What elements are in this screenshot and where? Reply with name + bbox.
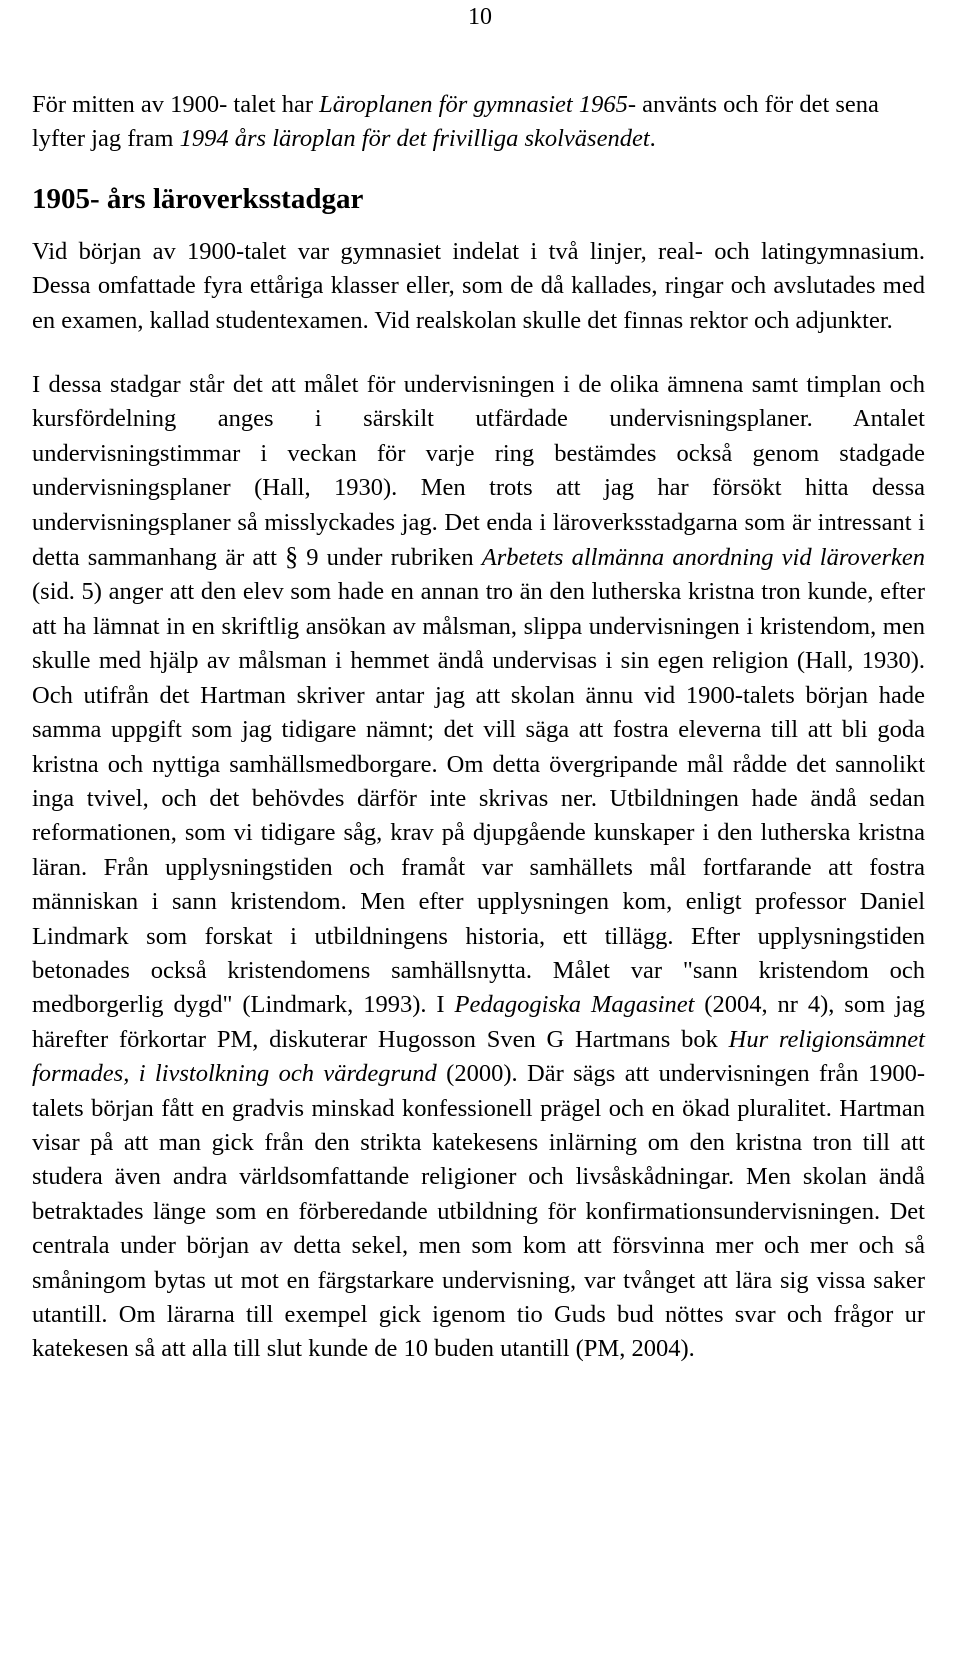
- para3-title-hartman-book: Hur religionsämnet formades, i livstolkning och värdegrund: [32, 1025, 925, 1088]
- document-body: [32, 88, 925, 1367]
- para3-title-arbetets: Arbetets allmänna anordning vid läroverken: [481, 544, 925, 572]
- section-sign: §: [285, 542, 299, 572]
- para3-text-5: (2000). Där sägs att undervisningen från 1900-talets början fått en gradvis minskad konfessionell prägel och en ökad pluralitet. Hartman visar på att man gick från den strikta katekesens inlärning om den kristna tron till att studera även andra världsomfattande religioner och livsåskådningar. Men skolan ändå betraktades länge som en förberedande utbildning för konfirmationsundervisningen. Det centrala under början av detta sekel, men som kom att försvinna mer och mer och så småningom bytas ut mot en färgstarkare undervisning, var tvånget att lära sig vissa saker utantill. Om lärarna till exempel gick igenom tio Guds bud nöttes svar och frågor ur katekesen så att alla till slut kunde de 10 buden utantill (PM, 2004).: [32, 1060, 925, 1363]
- intro-title-1965: Läroplanen för gymnasiet 1965: [319, 91, 628, 118]
- para3-text-3: (sid. 5) anger att den elev som hade en annan tro än den lutherska kristna tron kunde, efter att ha lämnat in en skriftlig ansökan av målsman, slippa undervisningen i kristendom, men skulle med hjälp av målsman i hemmet ändå undervisas i sin egen religion (Hall, 1930). Och utifrån det Hartman skriver antar jag att skolan ännu vid 1900-talets början hade samma uppgift som jag tidigare nämnt; det vill säga att fostra eleverna till att bli goda kristna och nyttiga samhällsmedborgare. Om detta övergripande mål rådde det sannolikt inga tvivel, och det behövdes därför inte skrivas ner. Utbildningen hade ändå sedan reformationen, som vi tidigare såg, krav på djupgående kunskaper i den lutherska kristna läran. Från upplysningstiden och framåt var samhällets mål fortfarande att fostra människan i sann kristendom. Men efter upplysningen kom, enligt professor Daniel Lindmark som forskat i utbildningens historia, ett tillägg. Efter upplysningstiden betonades också kristendomens samhällsnytta. Målet var "sann kristendom och medborgerlig dygd" (Lindmark, 1993). I: [32, 578, 925, 1019]
- para3-text-2: 9 under rubriken: [298, 544, 482, 572]
- para3-text-4: (2004, nr 4), som jag härefter förkortar PM, diskuterar Hugosson Sven G Hartmans bok: [32, 991, 925, 1053]
- body-paragraph-1: Vid början av 1900-talet var gymnasiet indelat i två linjer, real- och latingymnasium. Dessa omfattade fyra ettåriga klasser eller, som de då kallades, ringar och avslutades med en examen, kallad studentexamen. Vid realskolan skulle det finnas rektor och adjunkter.: [32, 237, 925, 334]
- intro-text-2: - använts och för det sena lyfter jag fram: [32, 91, 879, 153]
- section-heading: 1905- års läroverksstadgar: [32, 182, 364, 215]
- para3-title-pm: Pedagogiska Magasinet: [454, 991, 695, 1019]
- intro-paragraph: [32, 88, 925, 157]
- intro-text-1: För mitten av 1900- talet har: [32, 91, 320, 118]
- intro-text-3: .: [649, 125, 656, 153]
- body-paragraph-2: [32, 368, 925, 1367]
- intro-title-1994: 1994 års läroplan för det frivilliga skolväsendet: [179, 125, 650, 153]
- page-number: 10: [468, 4, 492, 30]
- para3-text-1: I dessa stadgar står det att målet för undervisningen i de olika ämnena samt timplan och kursfördelning anges i särskilt utfärdade undervisningsplaner. Antalet undervisningstimmar i veckan för varje ring bestämdes också genom stadgade undervisningsplaner (Hall, 1930). Men trots att jag har försökt hitta dessa undervisningsplaner så misslyckades jag. Det enda i läroverksstadgarna som är intressant i detta sammanhang är att: [32, 371, 925, 572]
